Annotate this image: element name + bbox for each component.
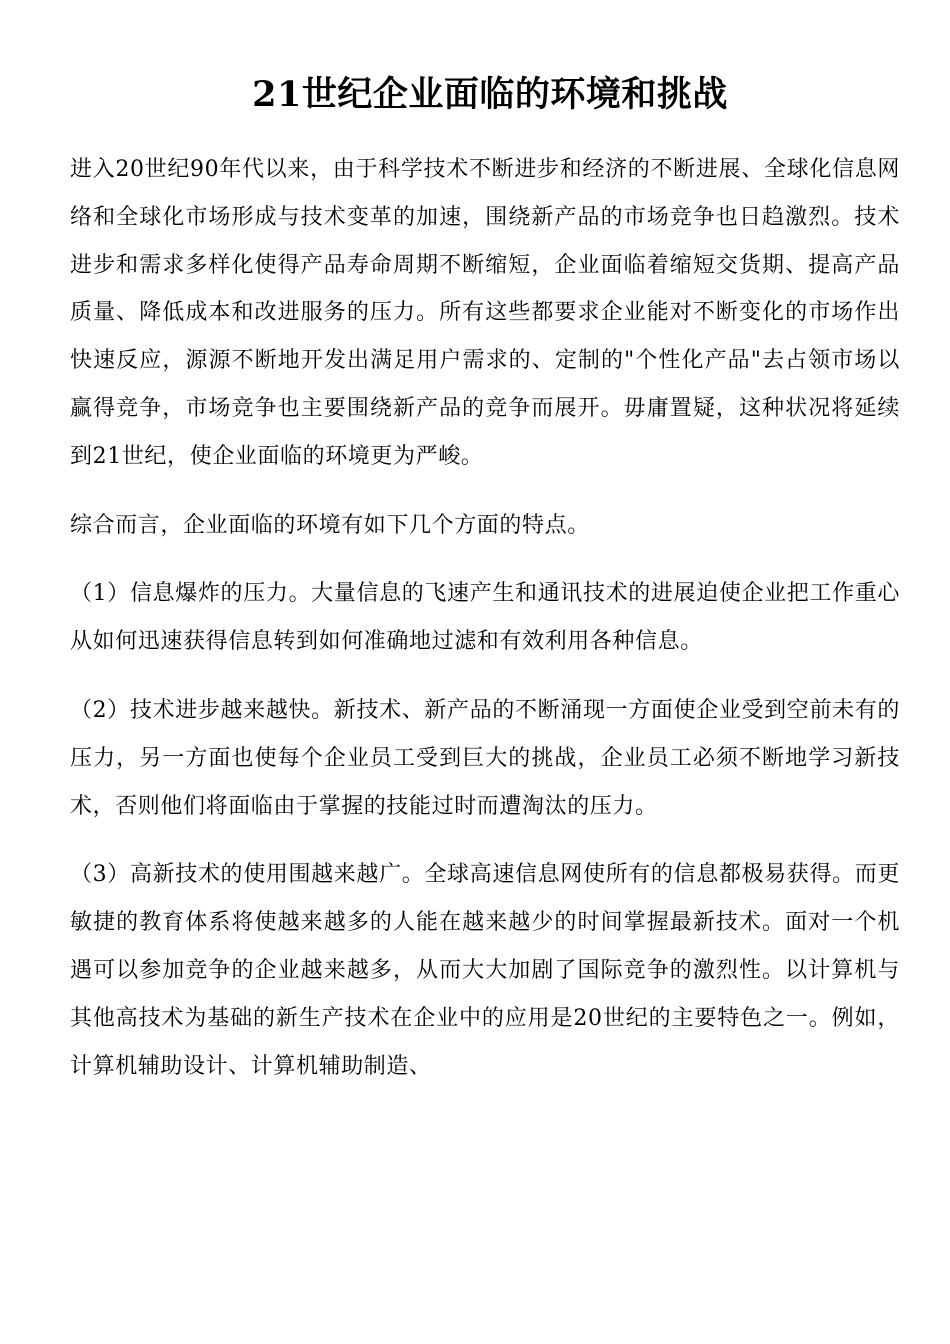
paragraph-point-2: （2）技术进步越来越快。新技术、新产品的不断涌现一方面使企业受到空前未有的压力，另一方面也使每个企业员工受到巨大的挑战，企业员工必须不断地学习新技术，否则他们将面临由于掌握的技能过时而遭淘汰的压力。	[70, 697, 900, 819]
document-title: 21世纪企业面临的环境和挑战	[252, 74, 728, 115]
paragraph-summary: 综合而言，企业面临的环境有如下几个方面的特点。	[70, 512, 590, 538]
paragraph-point-3: （3）高新技术的使用围越来越广。全球高速信息网使所有的信息都极易获得。而更敏捷的教育体系将使越来越多的人能在越来越少的时间掌握最新技术。面对一个机遇可以参加竞争的企业越来越多，从而大大加剧了国际竞争的激烈性。以计算机与其他高技术为基础的新生产技术在企业中的应用是20世纪的主要特色之一。例如，计算机辅助设计、计算机辅助制造、	[70, 862, 900, 1079]
paragraph-intro: 进入20世纪90年代以来，由于科学技术不断进步和经济的不断进展、全球化信息网络和全球化市场形成与技术变革的加速，围绕新产品的市场竞争也日趋激烈。技术进步和需求多样化使得产品寿命周期不断缩短，企业面临着缩短交货期、提高产品质量、降低成本和改进服务的压力。所有这些都要求企业能对不断变化的市场作出快速反应，源源不断地开发出满足用户需求的、定制的"个性化产品"去占领市场以赢得竞争，市场竞争也主要围绕新产品的竞争而展开。毋庸置疑，这种状况将延续到21世纪，使企业面临的环境更为严峻。	[70, 157, 900, 469]
paragraph-point-1: （1）信息爆炸的压力。大量信息的飞速产生和通讯技术的进展迫使企业把工作重心从如何迅速获得信息转到如何准确地过滤和有效利用各种信息。	[70, 581, 900, 655]
